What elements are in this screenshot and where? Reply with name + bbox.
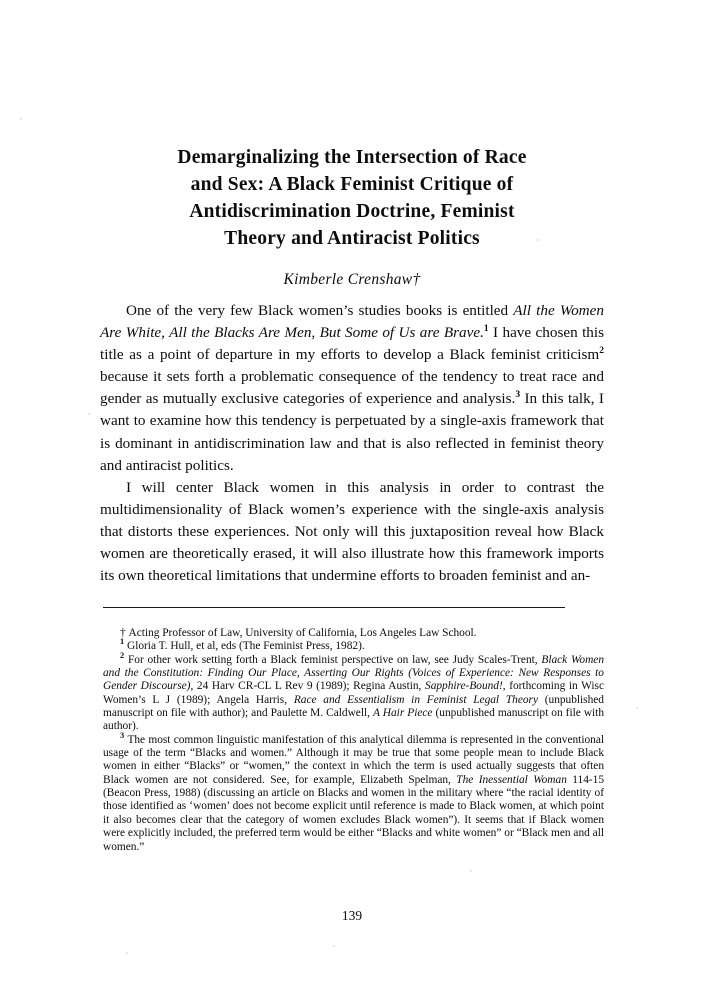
footnote-marker-1: 1: [120, 637, 125, 647]
title-line-4: Theory and Antiracist Politics: [224, 228, 480, 249]
footnote-1: [103, 637, 604, 653]
footnote-3-citation-1: The Inessential Woman: [456, 773, 567, 786]
footnote-2-segment-e: (unpublished manuscript on file with author).: [103, 707, 604, 733]
scan-speckle: [88, 413, 90, 415]
footnote-ref-2[interactable]: 2: [599, 346, 604, 357]
footnote-2-citation-2: Sapphire-Bound!: [425, 680, 503, 693]
scan-speckle: [20, 118, 22, 120]
title-line-3: Antidiscrimination Doctrine, Feminist: [189, 201, 515, 222]
body-p1-segment-b: I have chosen this title as a point of departure in my efforts to develop a Black feminist criticism: [100, 324, 605, 364]
author-byline: Kimberle Crenshaw†: [283, 271, 421, 288]
footnote-1-text: Gloria T. Hull, et al, eds (The Feminist Press, 1982).: [127, 640, 365, 653]
scan-speckle: [470, 870, 472, 872]
scan-speckle: [333, 945, 335, 947]
footnote-dagger: [103, 627, 604, 640]
footnote-dagger-text: Acting Professor of Law, University of California, Los Angeles Law School.: [128, 627, 477, 639]
footnote-ref-3[interactable]: 3: [515, 390, 521, 401]
title-line-2: and Sex: A Black Feminist Critique of: [190, 174, 514, 195]
title-block: [100, 144, 604, 289]
footnote-3-segment-a: The most common linguistic manifestation of this analytical dilemma is represented in the conventional usage of the term “Blacks and women.” Although it may be true that some people mean to include Black women in either “Blacks” or “women,” the context in which the term is used actually suggests that often Black women are not considered. See, for example, Elizabeth Spelman,: [103, 733, 604, 786]
title-line-1: Demarginalizing the Intersection of Race: [177, 147, 527, 168]
scan-speckle: [126, 952, 128, 954]
footnote-3: [103, 730, 604, 854]
footnote-2: [103, 650, 605, 734]
footnote-marker-dagger: †: [120, 627, 126, 639]
body-paragraph-2: I will center Black women in this analysis in order to contrast the multidimensionality of Black women’s experience with the single-axis analysis that distorts these experiences. Not only will this juxtaposition reveal how Black women are theoretically erased, it will also illustrate how this framework imports its own theoretical limitations that undermine efforts to broaden feminist and an-: [100, 478, 604, 585]
footnote-2-citation-3: Race and Essentialism in Feminist Legal Theory: [293, 693, 538, 706]
body-p1-segment-a: One of the very few Black women’s studies books is entitled: [126, 302, 514, 319]
page-number: 139: [341, 908, 363, 923]
book-title-citation: All the Women Are White, All the Blacks Are Men, But Some of Us are Brave.: [100, 302, 604, 342]
scan-speckle: [636, 707, 638, 709]
footnote-2-citation-4: A Hair Piece: [373, 707, 433, 720]
footnote-ref-1[interactable]: 1: [483, 324, 489, 335]
footnote-2-segment-c: , forthcoming in Wisc Women’s L J (1989); Angela Harris,: [103, 680, 605, 706]
footnote-3-segment-b: 114-15 (Beacon Press, 1988) (discussing an article on Blacks and women in the military where “the racial identity of those identified as ‘women’ does not become explicit until reference is made to Black women, at which point it also becomes clear that the category of women excludes Black women”). It seems that if Black women were explicitly included, the preferred term would be either “Blacks and white women” or “Black men and all women.”: [103, 773, 604, 853]
footnote-2-segment-a: For other work setting forth a Black feminist perspective on law, see Judy Scales-Trent,: [127, 653, 542, 666]
footnote-2-citation-1: Black Women and the Constitution: Finding Our Place, Asserting Our Rights (Voices of Experience: New Responses to Gender Discourse): [103, 653, 604, 693]
footnote-separator-rule: [103, 607, 565, 608]
body-p1-segment-c: because it sets forth a problematic consequence of the tendency to treat race and gender as mutually exclusive categories of experience and analysis.: [100, 368, 604, 408]
body-text: [100, 300, 604, 587]
footnote-marker-3: 3: [120, 730, 125, 740]
footnotes-section: [103, 627, 604, 854]
body-p1-segment-d: In this talk, I want to examine how this tendency is perpetuated by a single-axis framework that is dominant in antidiscrimination law and that is also reflected in feminist theory and antiracist politics.: [100, 390, 604, 474]
footnote-marker-2: 2: [120, 650, 125, 660]
footnote-2-segment-b: , 24 Harv CR-CL L Rev 9 (1989); Regina Austin,: [190, 680, 426, 693]
footnote-2-segment-d: (unpublished manuscript on file with author); and Paulette M. Caldwell,: [103, 693, 604, 720]
page-title: [100, 144, 604, 252]
body-paragraph-1: [100, 300, 604, 477]
